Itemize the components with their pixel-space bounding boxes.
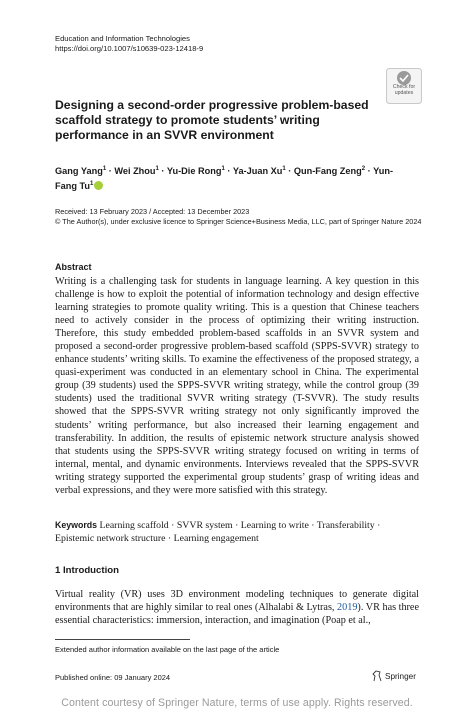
- author-separator: ·: [285, 166, 294, 177]
- author-name[interactable]: Wei Zhou: [114, 166, 156, 177]
- footnote: Extended author information available on the last page of the article: [55, 645, 280, 654]
- introduction-text: Virtual reality (VR) uses 3D environment modeling techniques to generate digital environments that are highly similar to real ones (Alhalabi & Lytras, 2019). VR has three essential characteristics: immersion, interaction, and imagination (Poap et al.,: [55, 589, 419, 627]
- journal-name: Education and Information Technologies: [55, 34, 190, 43]
- author-name[interactable]: Gang Yang: [55, 166, 103, 177]
- author-separator: ·: [224, 166, 233, 177]
- received-accepted: Received: 13 February 2023 / Accepted: 13 December 2023: [55, 207, 250, 216]
- author-name[interactable]: Yun-Fang Tu: [55, 166, 393, 192]
- copyright-notice: © The Author(s), under exclusive licence to Springer Science+Business Media, LLC, part of Springer Nature 2024: [55, 216, 422, 226]
- author-separator: ·: [365, 166, 374, 177]
- footnote-divider: [55, 639, 190, 640]
- author-name[interactable]: Yu-Die Rong: [166, 166, 222, 177]
- abstract-heading: Abstract: [55, 262, 92, 272]
- affiliation-marker: 1: [155, 166, 159, 172]
- keywords-label: Keywords: [55, 520, 98, 530]
- author-separator: ·: [158, 166, 167, 177]
- orcid-icon[interactable]: [94, 181, 103, 190]
- abstract-text: Writing is a challenging task for students in language learning. A key question in this challenge is how to exploit the potential of information technology and design effective learning strategies to promote quality writing. This is a question that Chinese teachers need to actively consider in the process of optimizing their writing instruction. Therefore, this study embedded problem-based scaffolds in an SVVR system and proposed a second-order progressive problem-based scaffold (SPPS-SVVR) strategy to enhance students’ writing skills. To examine the effectiveness of the proposed strategy, a quasi-experiment was conducted in an elementary school in China. The experimental group (39 students) used the SPPS-SVVR writing strategy, while the control group (39 students) used the traditional SVVR writing strategy (T-SVVR). The study results showed that the SPPS-SVVR writing strategy not only significantly improved the students’ writing performance, but also increased their learning engagement and transferability. In addition, the results of epistemic network structure analysis showed that students using the SPPS-SVVR writing strategy focused on writing in terms of internal, mental, and dynamic environments. Interviews revealed that the SPPS-SVVR writing strategy supported the experimental group students’ grasp of writing ideas and verbal expressions, and they were more satisfied with this strategy.: [55, 276, 419, 496]
- article-title: Designing a second-order progressive problem-based scaffold strategy to promote students’ writing performance in an SVVR environment: [55, 98, 369, 142]
- section-heading-introduction: 1 Introduction: [55, 565, 119, 576]
- author-name[interactable]: Qun-Fang Zeng: [293, 166, 362, 177]
- author-separator: ·: [106, 166, 115, 177]
- doi-link[interactable]: https://doi.org/10.1007/s10639-023-12418-9: [55, 44, 204, 53]
- affiliation-marker: 1: [90, 181, 94, 188]
- published-date: Published online: 09 January 2024: [55, 673, 171, 682]
- affiliation-marker: 1: [102, 166, 107, 172]
- article-dates: [55, 207, 435, 226]
- affiliation-marker: 2: [361, 166, 366, 172]
- crossmark-label: Check for updates: [392, 84, 416, 96]
- journal-header: [55, 34, 203, 54]
- publisher-logo: [372, 670, 416, 682]
- author-list: [55, 163, 405, 193]
- keywords-text: Learning scaffold · SVVR system · Learning to write · Transferability · Epistemic network structure · Learning engagement: [55, 520, 381, 544]
- citation-link[interactable]: 2019: [337, 602, 358, 614]
- affiliation-marker: 1: [282, 166, 286, 172]
- springer-horse-icon: [372, 670, 382, 682]
- courtesy-notice: Content courtesy of Springer Nature, terms of use apply. Rights reserved.: [61, 697, 413, 709]
- keywords: [55, 519, 419, 545]
- publisher-name: Springer: [385, 671, 416, 681]
- affiliation-marker: 1: [221, 166, 225, 172]
- author-name[interactable]: Ya-Juan Xu: [232, 166, 283, 177]
